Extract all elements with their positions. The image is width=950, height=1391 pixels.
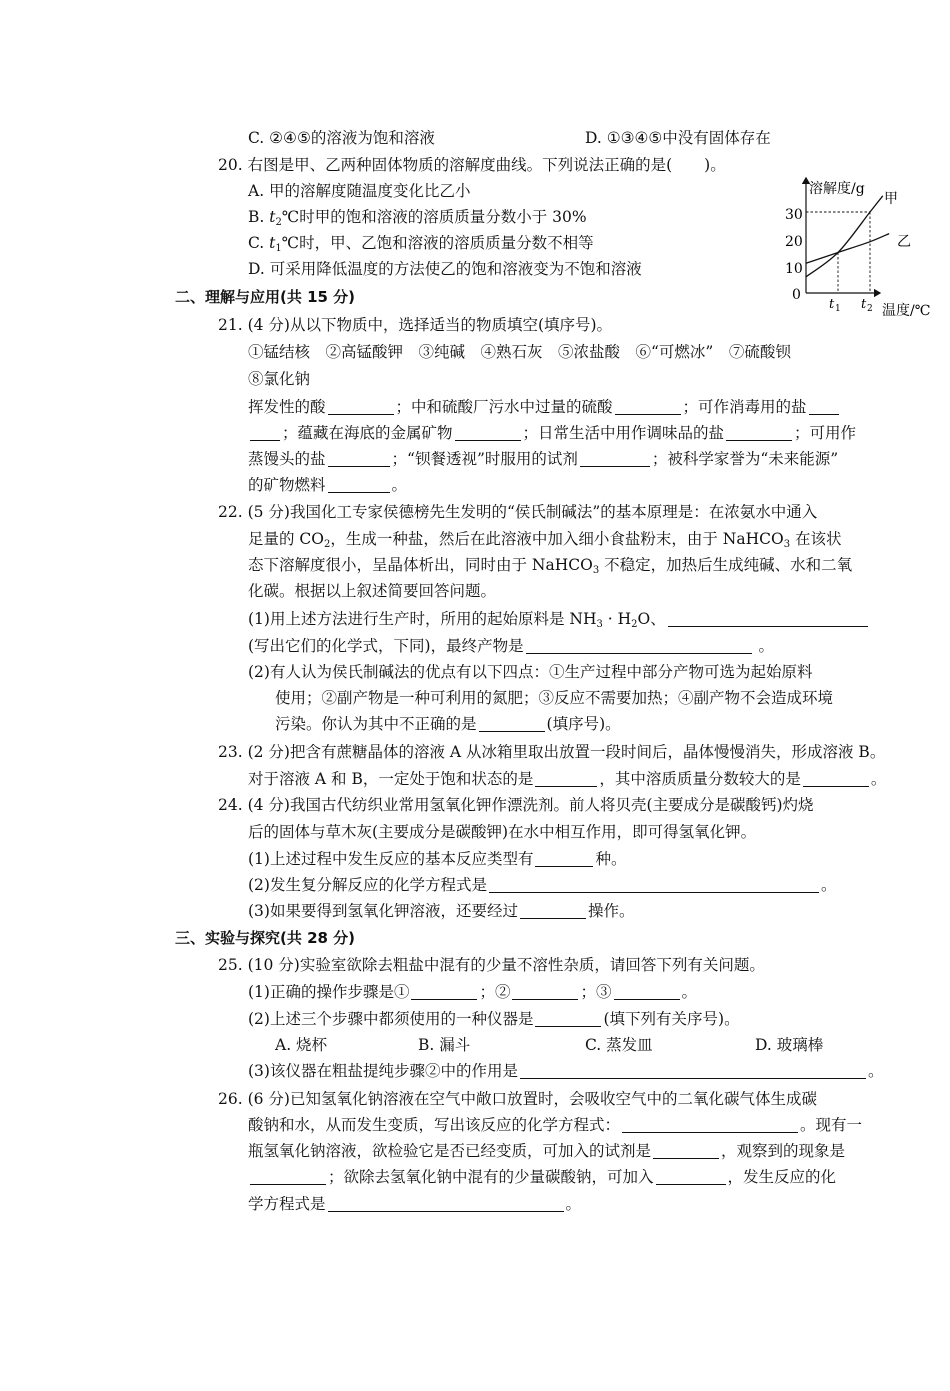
series-label-yi: 乙 <box>897 234 911 250</box>
q21-line4: 的矿物燃料 。 <box>248 476 408 494</box>
y-axis-label: 溶解度/g <box>809 181 865 197</box>
x-tick-t2 <box>861 297 873 314</box>
answer-blank[interactable] <box>614 981 680 1000</box>
q20-option-a: A. 甲的溶解度随温度变化比乙小 <box>248 182 471 200</box>
q21-line2: ；蕴藏在海底的金属矿物 ；日常生活中用作调味品的盐 ；可用作 <box>248 421 856 445</box>
answer-blank[interactable] <box>656 1166 726 1185</box>
q25-option-c: C. 蒸发皿 <box>585 1036 653 1054</box>
answer-blank[interactable] <box>526 635 752 654</box>
q24-line2: 后的固体与草木灰(主要成分是碳酸钾)在水中相互作用，即可得氢氧化钾。 <box>248 823 757 841</box>
answer-blank[interactable] <box>535 768 597 787</box>
q21-line3: 蒸馒头的盐 ；“钡餐透视”时服用的试剂 ；被科学家誉为“未来能源” <box>248 450 839 468</box>
svg-text:t: t <box>861 297 867 312</box>
q25-option-b: B. 漏斗 <box>418 1036 471 1054</box>
series-curve-0 <box>806 196 883 277</box>
x-axis-label: 温度/℃ <box>882 303 931 319</box>
answer-blank[interactable] <box>803 768 869 787</box>
answer-blank[interactable] <box>411 981 477 1000</box>
q22-part2-line3: 污染。你认为其中不正确的是 (填序号)。 <box>275 715 621 733</box>
q19-option-d: D. ①③④⑤中没有固体存在 <box>585 129 771 147</box>
q26-line1: 26. (6 分)已知氢氧化钠溶液在空气中敞口放置时，会吸收空气中的二氧化碳气体生成碳 <box>218 1090 817 1108</box>
q26-line5: 学方程式是 。 <box>248 1195 582 1213</box>
q24-line1: 24. (4 分)我国古代纺织业常用氢氧化钾作漂洗剂。前人将贝壳(主要成分是碳酸钙)灼烧 <box>218 796 814 814</box>
q22-part2-line1: (2)有人认为侯氏制碱法的优点有以下四点：①生产过程中部分产物可选为起始原料 <box>248 663 813 681</box>
answer-blank[interactable] <box>580 448 650 467</box>
q25-part1: (1)正确的操作步骤是① ；② ；③ 。 <box>248 983 698 1001</box>
answer-blank[interactable] <box>520 1060 866 1079</box>
answer-blank[interactable] <box>535 848 593 867</box>
q22-line1: 22. (5 分)我国化工专家侯德榜先生发明的“侯氏制碱法”的基本原理是：在浓氨水中通入 <box>218 503 818 521</box>
x-tick-t1 <box>829 297 841 314</box>
section-2-title: 二、理解与应用(共 15 分) <box>175 288 356 306</box>
q21-options-line1: ①锰结核 ②高锰酸钾 ③纯碱 ④熟石灰 ⑤浓盐酸 ⑥“可燃冰” ⑦硫酸钡 <box>248 343 791 361</box>
q22-part1: (1)用上述方法进行生产时，所用的起始原料是 $NH_3 \cdot H_2O$、 <box>248 607 870 631</box>
answer-blank[interactable] <box>520 900 586 919</box>
q20-stem: 20. 右图是甲、乙两种固体物质的溶解度曲线。下列说法正确的是( )。 <box>218 156 726 174</box>
y-tick-30: 30 <box>785 207 803 223</box>
series-group <box>806 196 889 277</box>
q23-line2: 对于溶液 A 和 B，一定处于饱和状态的是 ，其中溶质质量分数较大的是 。 <box>248 770 887 788</box>
q24-part2: (2)发生复分解反应的化学方程式是 。 <box>248 876 837 894</box>
answer-blank[interactable] <box>250 422 280 441</box>
svg-text:2: 2 <box>867 304 873 314</box>
q25-option-d: D. 玻璃棒 <box>755 1036 824 1054</box>
q20-option-b: B. $t_2℃$时甲的饱和溶液的溶质质量分数小于 30% <box>248 208 587 228</box>
q25-part3: (3)该仪器在粗盐提纯步骤②中的作用是 。 <box>248 1062 884 1080</box>
answer-blank[interactable] <box>535 1008 601 1027</box>
q26-line3: 瓶氢氧化钠溶液，欲检验它是否已经变质，可加入的试剂是 ，观察到的现象是 <box>248 1142 846 1160</box>
answer-blank[interactable] <box>479 713 545 732</box>
y-tick-20: 20 <box>785 234 803 250</box>
q20-option-d: D. 可采用降低温度的方法使乙的饱和溶液变为不饱和溶液 <box>248 260 642 278</box>
q20-option-c: C. $t_1℃$时，甲、乙饱和溶液的溶质质量分数不相等 <box>248 234 594 254</box>
answer-blank[interactable] <box>809 396 839 415</box>
q25-stem: 25. (10 分)实验室欲除去粗盐中混有的少量不溶性杂质，请回答下列有关问题。 <box>218 956 765 974</box>
answer-blank[interactable] <box>668 608 868 627</box>
y-tick-10: 10 <box>785 261 803 277</box>
q22-line4: 化碳。根据以上叙述简要回答问题。 <box>248 582 497 600</box>
answer-blank[interactable] <box>489 874 819 893</box>
answer-blank[interactable] <box>328 396 394 415</box>
answer-blank[interactable] <box>250 1166 326 1185</box>
solubility-chart <box>778 172 943 322</box>
q25-part2: (2)上述三个步骤中都须使用的一种仪器是 (填下列有关序号)。 <box>248 1010 740 1028</box>
q24-part3: (3)如果要得到氢氧化钾溶液，还要经过 操作。 <box>248 902 635 920</box>
svg-text:t: t <box>829 297 835 312</box>
q22-line3: 态下溶解度很小，呈晶体析出，同时由于 NaHCO$_3$ 不稳定，加热后生成纯碱、水和二氧 <box>248 556 853 576</box>
q23-line1: 23. (2 分)把含有蔗糖晶体的溶液 A 从冰箱里取出放置一段时间后，晶体慢慢消失，形成溶液 B。 <box>218 743 886 761</box>
answer-blank[interactable] <box>615 396 681 415</box>
series-curve-1 <box>806 234 889 264</box>
q22-part2-line2: 使用；②副产物是一种可利用的氮肥；③反应不需要加热；④副产物不会造成环境 <box>275 689 834 707</box>
q21-line1: 挥发性的酸 ；中和硫酸厂污水中过量的硫酸 ；可作消毒用的盐 <box>248 395 841 419</box>
q21-options-line2: ⑧氯化钠 <box>248 370 311 388</box>
q24-part1: (1)上述过程中发生反应的基本反应类型有 种。 <box>248 850 627 868</box>
section-3-title: 三、实验与探究(共 28 分) <box>175 929 356 947</box>
answer-blank[interactable] <box>328 448 390 467</box>
series-label-jia: 甲 <box>884 191 898 207</box>
answer-blank[interactable] <box>653 1140 719 1159</box>
q26-line2: 酸钠和水，从而发生变质，写出该反应的化学方程式： 。现有一 <box>248 1116 863 1134</box>
q22-part1-cont: (写出它们的化学式，下同)，最终产物是 。 <box>248 637 775 655</box>
answer-blank[interactable] <box>622 1114 798 1133</box>
q21-stem: 21. (4 分)从以下物质中，选择适当的物质填空(填序号)。 <box>218 316 613 334</box>
answer-blank[interactable] <box>328 1193 564 1212</box>
svg-text:1: 1 <box>835 304 841 314</box>
answer-blank[interactable] <box>726 422 792 441</box>
q26-line4: ；欲除去氢氧化钠中混有的少量碳酸钠，可加入 ，发生反应的化 <box>248 1165 836 1189</box>
answer-blank[interactable] <box>328 474 390 493</box>
answer-blank[interactable] <box>455 422 521 441</box>
y-tick-0: 0 <box>792 287 801 303</box>
q19-option-c: C. ②④⑤的溶液为饱和溶液 <box>248 129 435 147</box>
answer-blank[interactable] <box>512 981 578 1000</box>
q25-option-a: A. 烧杯 <box>275 1036 328 1054</box>
q22-line2: 足量的 $CO_2$，生成一种盐，然后在此溶液中加入细小食盐粉末，由于 NaHCO$_3$ 在该状 <box>248 530 842 550</box>
